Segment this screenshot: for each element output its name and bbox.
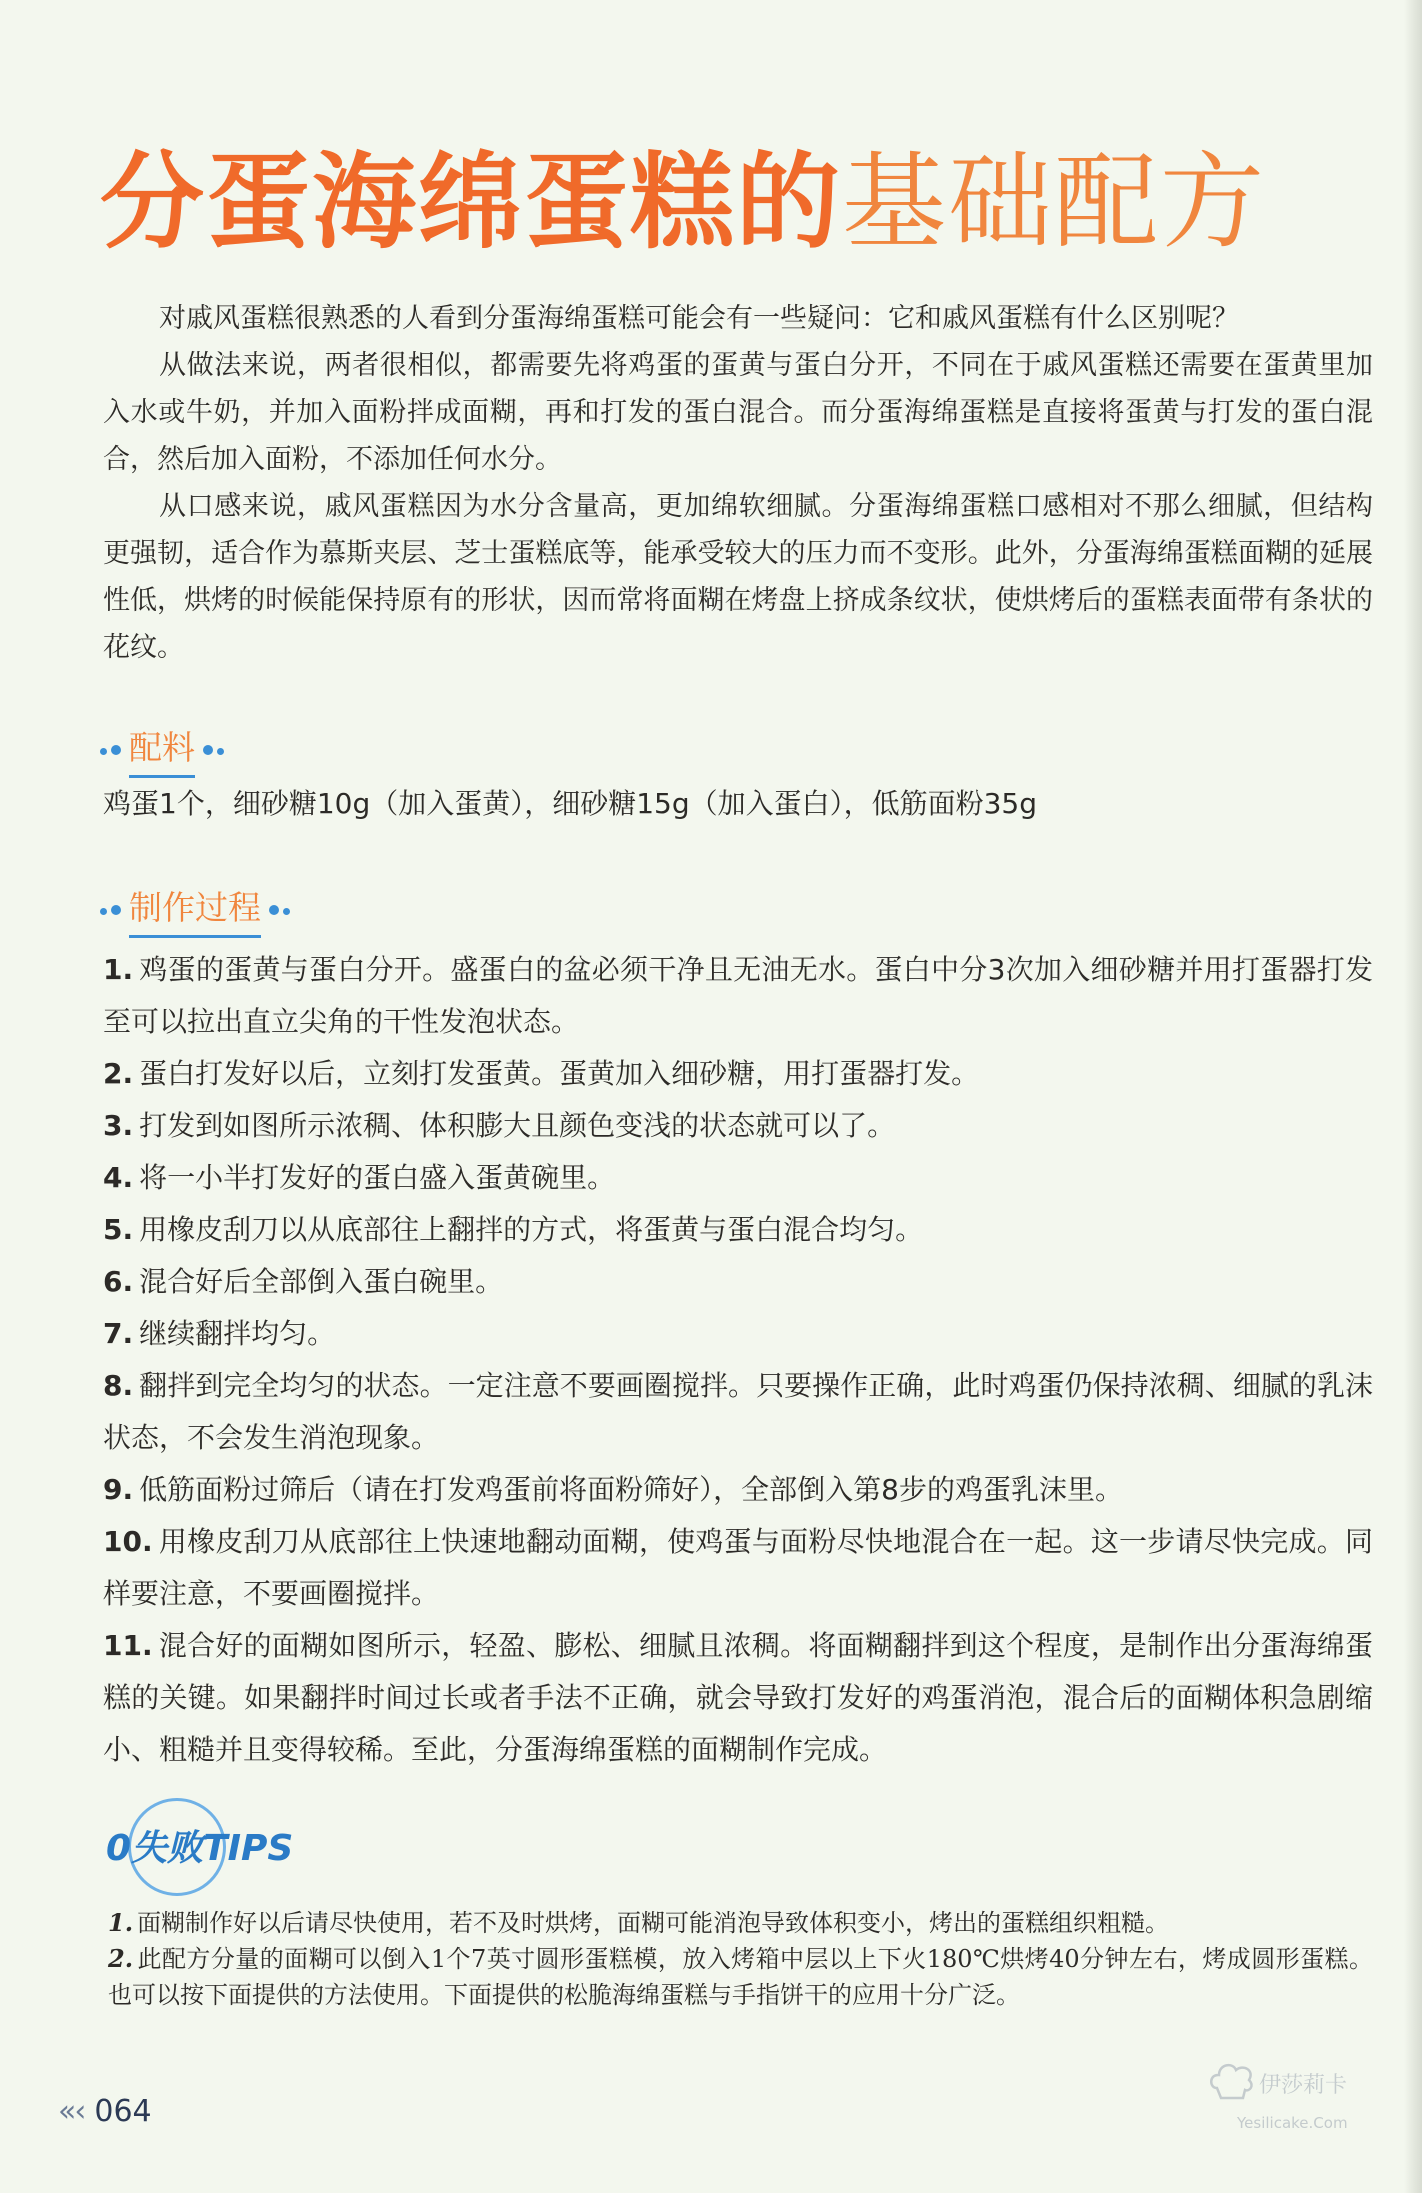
step-number: 6. (103, 1265, 134, 1298)
tip-item (108, 1941, 1373, 2013)
step-number: 11. (103, 1629, 153, 1662)
tip-number: 2. (108, 1944, 134, 1973)
step-number: 5. (103, 1213, 134, 1246)
step-text: 打发到如图所示浓稠、体积膨大且颜色变浅的状态就可以了。 (139, 1109, 896, 1142)
tip-item (108, 1905, 1373, 1941)
title-part-1: 分蛋海绵蛋糕的 (100, 141, 843, 263)
step-text: 鸡蛋的蛋黄与蛋白分开。盛蛋白的盆必须干净且无油无水。蛋白中分3次加入细砂糖并用打蛋器打发至可以拉出直立尖角的干性发泡状态。 (103, 953, 1373, 1038)
title-part-2: 基础配方 (842, 141, 1267, 263)
step-text: 低筋面粉过筛后（请在打发鸡蛋前将面粉筛好），全部倒入第8步的鸡蛋乳沫里。 (139, 1473, 1123, 1506)
process-heading-label: 制作过程 (129, 882, 261, 938)
step-text: 蛋白打发好以后，立刻打发蛋黄。蛋黄加入细砂糖，用打蛋器打发。 (139, 1057, 980, 1090)
ingredients-heading (100, 722, 224, 778)
step-item (103, 1308, 1373, 1360)
page-number (58, 2094, 152, 2129)
page-arrows-icon: «‹ (58, 2094, 85, 2129)
page-number-value: 064 (94, 2094, 152, 2129)
step-item (103, 1360, 1373, 1464)
step-item (103, 1516, 1373, 1620)
step-text: 混合好的面糊如图所示，轻盈、膨松、细腻且浓稠。将面糊翻拌到这个程度，是制作出分蛋海绵蛋糕的关键。如果翻拌时间过长或者手法不正确，就会导致打发好的鸡蛋消泡，混合后的面糊体积急剧缩小、粗糙并且变得较稀。至此，分蛋海绵蛋糕的面糊制作完成。 (103, 1629, 1373, 1766)
step-item (103, 944, 1373, 1048)
page-title (100, 140, 1360, 265)
tips-list (108, 1905, 1373, 2013)
tip-text: 面糊制作好以后请尽快使用，若不及时烘烤，面糊可能消泡导致体积变小，烤出的蛋糕组织粗糙。 (137, 1909, 1170, 1937)
step-number: 7. (103, 1317, 134, 1350)
step-number: 9. (103, 1473, 134, 1506)
tips-logo (100, 1798, 320, 1888)
tip-text: 此配方分量的面糊可以倒入1个7英寸圆形蛋糕模，放入烤箱中层以上下火180℃烘烤40分钟左右，烤成圆形蛋糕。也可以按下面提供的方法使用。下面提供的松脆海绵蛋糕与手指饼干的应用十分广泛。 (108, 1945, 1373, 2009)
decor-dots-left (100, 905, 121, 915)
decor-dots-right (203, 745, 224, 755)
step-item (103, 1152, 1373, 1204)
step-text: 用橡皮刮刀以从底部往上翻拌的方式，将蛋黄与蛋白混合均匀。 (139, 1213, 924, 1246)
step-item (103, 1100, 1373, 1152)
step-number: 10. (103, 1525, 153, 1558)
process-heading (100, 882, 290, 938)
chef-hat-icon (1207, 2058, 1257, 2104)
step-number: 3. (103, 1109, 134, 1142)
step-item (103, 1464, 1373, 1516)
tips-logo-text: 0失败TIPS (106, 1828, 294, 1869)
intro-paragraph: 对戚风蛋糕很熟悉的人看到分蛋海绵蛋糕可能会有一些疑问：它和戚风蛋糕有什么区别呢？ (159, 303, 1239, 334)
ingredients-text: 鸡蛋1个，细砂糖10g（加入蛋黄），细砂糖15g（加入蛋白），低筋面粉35g (103, 787, 1038, 820)
intro-paragraph: 从做法来说，两者很相似，都需要先将鸡蛋的蛋黄与蛋白分开，不同在于戚风蛋糕还需要在蛋黄里加入水或牛奶，并加入面粉拌成面糊，再和打发的蛋白混合。而分蛋海绵蛋糕是直接将蛋黄与打发的蛋白混合，然后加入面粉，不添加任何水分。 (103, 350, 1373, 475)
watermark-url: Yesilicake.Com (1237, 2114, 1348, 2132)
step-text: 翻拌到完全均匀的状态。一定注意不要画圈搅拌。只要操作正确，此时鸡蛋仍保持浓稠、细腻的乳沫状态，不会发生消泡现象。 (103, 1369, 1373, 1454)
process-steps (103, 944, 1373, 1776)
decor-dots-left (100, 745, 121, 755)
ingredients-heading-label: 配料 (129, 722, 195, 778)
intro-text (103, 295, 1373, 671)
book-spine-shadow (1404, 0, 1422, 2193)
intro-paragraph: 从口感来说，戚风蛋糕因为水分含量高，更加绵软细腻。分蛋海绵蛋糕口感相对不那么细腻，但结构更强韧，适合作为慕斯夹层、芝士蛋糕底等，能承受较大的压力而不变形。此外，分蛋海绵蛋糕面糊的延展性低，烘烤的时候能保持原有的形状，因而常将面糊在烤盘上挤成条纹状，使烘烤后的蛋糕表面带有条状的花纹。 (103, 491, 1373, 663)
tip-number: 1. (108, 1908, 134, 1937)
step-number: 2. (103, 1057, 134, 1090)
watermark-text: 伊莎莉卡 (1259, 2073, 1348, 2098)
step-item (103, 1048, 1373, 1100)
step-text: 混合好后全部倒入蛋白碗里。 (139, 1265, 504, 1298)
step-text: 继续翻拌均匀。 (139, 1317, 336, 1350)
step-number: 4. (103, 1161, 134, 1194)
step-item (103, 1620, 1373, 1776)
step-item (103, 1256, 1373, 1308)
step-text: 将一小半打发好的蛋白盛入蛋黄碗里。 (139, 1161, 616, 1194)
decor-dots-right (269, 905, 290, 915)
step-text: 用橡皮刮刀从底部往上快速地翻动面糊，使鸡蛋与面粉尽快地混合在一起。这一步请尽快完成。同样要注意，不要画圈搅拌。 (103, 1525, 1373, 1610)
step-number: 1. (103, 953, 134, 986)
step-number: 8. (103, 1369, 134, 1402)
step-item (103, 1204, 1373, 1256)
watermark (1207, 2058, 1367, 2148)
